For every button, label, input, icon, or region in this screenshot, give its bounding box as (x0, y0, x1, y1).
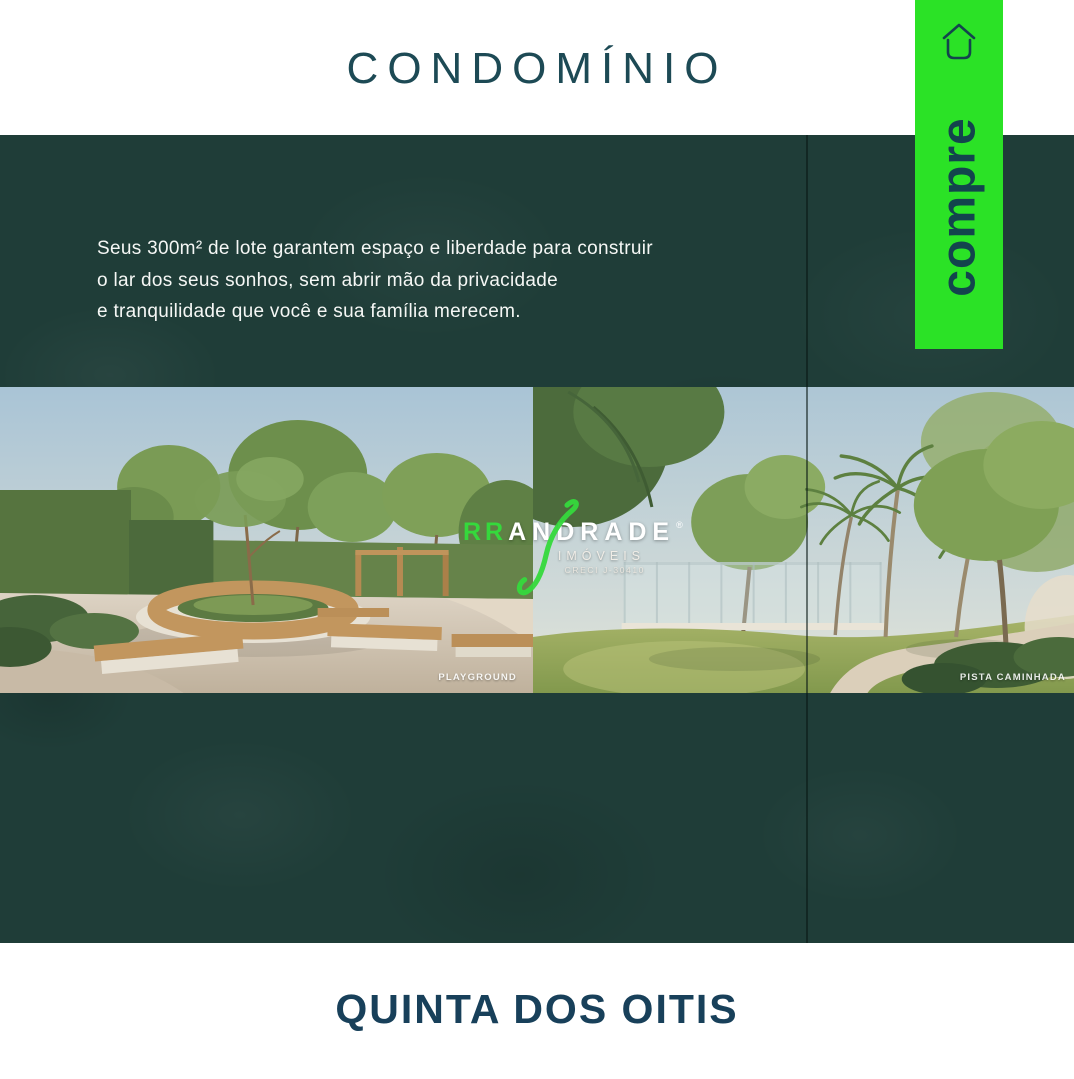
photo-playground (0, 387, 533, 693)
logo-creci: CRECI J-30410 (564, 565, 645, 575)
paragraph-line-1: Seus 300m² de lote garantem espaço e liberdade para construir (97, 238, 653, 259)
logo-flourish-icon (518, 494, 584, 606)
compre-ribbon (915, 0, 1003, 349)
project-title: QUINTA DOS OITIS (335, 986, 739, 1032)
registered-mark: ® (676, 520, 683, 530)
logo-subtitle: IMÓVEIS (557, 549, 645, 563)
compre-label: compre (932, 117, 986, 297)
paragraph-line-2: o lar dos seus sonhos, sem abrir mão da privacidade (97, 269, 558, 291)
playground-rendering (0, 387, 533, 693)
logo-prefix: RR (463, 518, 508, 546)
rr-andrade-logo (463, 518, 683, 575)
logo-name: ANDRADE (508, 518, 676, 546)
playground-label: PLAYGROUND (438, 672, 517, 683)
walking-track-label: PISTA CAMINHADA (959, 672, 1066, 683)
paragraph-line-3: e tranquilidade que você e sua família merecem. (97, 301, 521, 322)
description-paragraph (97, 233, 653, 328)
page-title: CONDOMÍNIO (346, 44, 728, 93)
home-icon (936, 18, 982, 66)
page-seam-divider (806, 135, 808, 943)
